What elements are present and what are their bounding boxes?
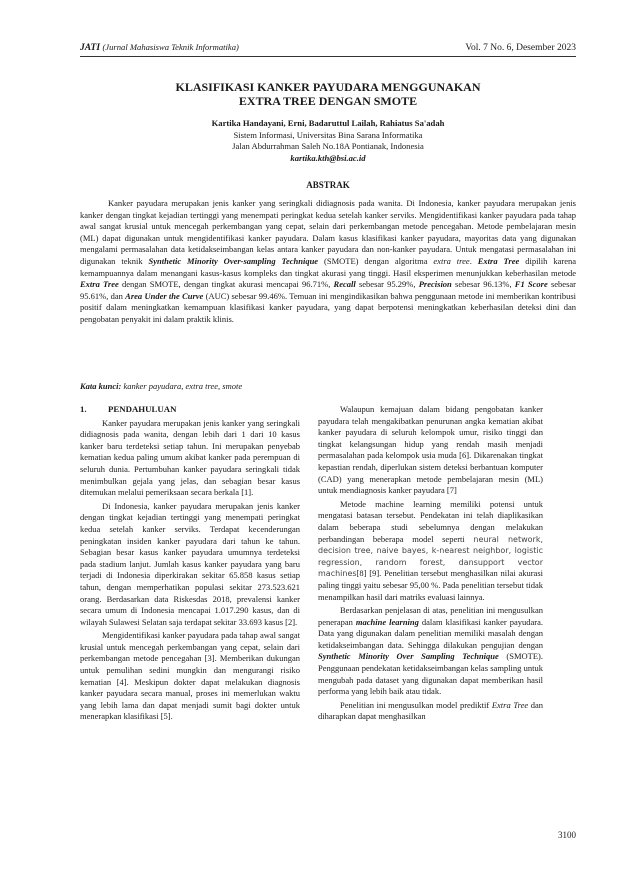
section-title: PENDAHULUAN [108,404,177,414]
header-divider [80,56,576,57]
journal-short-name: JATI [80,43,101,53]
abstract-term-f1: F1 Score [514,279,548,290]
keywords [80,381,576,391]
journal-volume: Vol. 7 No. 6, Desember 2023 [465,43,576,53]
paragraph [318,700,543,723]
paragraph-part: dan diharapkan dapat menghasilkan [318,699,544,722]
paragraph-part: Berdasarkan penjelasan di atas, penelitian ini mengusulkan penerapan [318,605,543,627]
paragraph-part: (SMOTE). Penggunaan pendekatan ketidakseimbangan kelas sampling untuk mengubah pada dataset yang digunakan dapat memberikan hasil performa yang lebih baik atau tidak. [318,651,543,697]
paragraph: Mengidentifikasi kanker payudara pada tahap awal sangat krusial untuk mencegah perkembangan yang cepat, selain dari perkembangan metode pencegahan [3]. Memberikan dukungan untuk pemulihan sedini mungkin dan mengurangi risiko kematian [4]. Meskipun dokter dapat melakukan diagnosis kanker payudara secara manual, proses ini memerlukan waktu yang lebih lama dan dapat menjadi sumit bagi dokter untuk menerapkan klasifikasi [5]. [80,630,300,722]
model-list: neural network, decision tree, naive bayes, k-nearest neighbor, logistic regression, random forest, dansupport vector machines [318,534,543,579]
term-smote: Synthetic Minority Over Sampling Technique [318,651,499,662]
abstract-term-extra-tree: Extra Tree [80,279,119,290]
abstract-term-extra-tree: Extra Tree [477,255,520,266]
paragraph [318,605,543,698]
abstract-term-recall: Recall [333,279,356,290]
paragraph-part: Penelitian ini mengusulkan model prediktif [340,699,492,710]
abstract-part: sebesar 95.61%, dan [80,279,576,301]
abstract-part: (SMOTE) dengan algoritma [318,255,434,266]
page-number: 3100 [558,830,576,840]
paragraph-part: [8] [9]. Penelitian tersebut menghasilkan nilai akurasi paling tinggi yaitu sebesar 95,00 %. Pada penelitian tersebut tidak menampilkan hasil dari matriks evaluasi lainnya. [318,568,543,602]
term-extra-tree: Extra Tree [491,699,529,710]
paragraph: Di Indonesia, kanker payudara merupakan jenis kanker dengan tingkat kejadian tertinggi yang menempati peringkat kedua setelah kanker serviks. Terdapat kecenderungan peningkatan insiden kanker payudara dari tahun ke tahun. Sebagian besar kasus kanker payudara umumnya terdeteksi pada stadium lanjut. Jumlah kasus kanker payudara yang baru terjadi di Indonesia diperkirakan sekitar 65.858 kasus setiap tahun, dengan memperhatikan populasi sekitar 273.523.621 orang. Berdasarkan data Riskesdas 2018, prevalensi kanker secara umum di Indonesia mencapai 1.017.290 kasus, dan di wilayah Sulawesi Selatan saja terdapat sekitar 33.693 kasus [2]. [80,500,300,627]
abstract-part: dengan SMOTE, dengan tingkat akurasi mencapai 96.71%, [118,279,334,290]
abstract-term-precision: Precision [418,279,452,290]
abstract-term-smote: Synthetic Minority Over-sampling Technique [148,255,319,266]
section-heading [80,404,300,416]
paragraph [318,499,543,603]
abstract-part: . [469,255,478,266]
section-number: 1. [80,404,87,414]
abstract-part: dipilih karena kemampuannya dalam menangani kasus-kasus kompleks dan tingkat akurasi yang tinggi. Hasil eksperimen menunjukkan keberhasilan metode [80,255,576,278]
paper-title-line-2: EXTRA TREE DENGAN SMOTE [238,94,418,108]
author-names: Kartika Handayani, Erni, Badaruttul Lailah, Rahiatus Sa'adah [211,118,445,128]
abstract-part: Kanker payudara merupakan jenis kanker yang seringkali didiagnosis pada wanita. Di Indonesia, kanker payudara merupakan jenis kanker dengan tingkat kejadian tertinggi yang menempati peringkat kedua setelah kanker serviks. Mengidentifikasi kanker payudara pada tahap awal sangat krusial untuk mencegah perkembangan yang cepat, selain dari perkembangan metode pencegahan. Metode pembelajaran mesin (ML) dapat digunakan untuk mengidentifikasi kanker payudara. Dalam kasus klasifikasi kanker payudara, mayoritas data yang digunakan mengalami permasalahan data ketidakseimbangan kelas antara kanker payudara dan non-kanker payudara. Untuk mengatasi permasalahan ini digunakan teknik [80,198,576,266]
term-machine-learning: machine learning [355,616,419,627]
author-address: Jalan Abdurrahman Saleh No.18A Pontianak, Indonesia [232,141,424,151]
abstract-part: sebesar 95.29%, [355,279,419,290]
journal-title [80,42,239,53]
left-column [80,404,300,725]
right-column [318,404,543,725]
paragraph-part: Metode machine learning memiliki potensi untuk mengatasi batasan tersebut. Pendekatan ini telah diaplikasikan dalam beberapa studi sebelumnya dengan melakukan perbandingan beberapa model seperti [318,498,543,544]
paragraph: Kanker payudara merupakan jenis kanker yang seringkali didiagnosis pada wanita, dengan lebih dari 1 dari 10 kasus kanker baru terdeteksi setiap tahun. Ini merupakan penyebab kematian kedua paling umum akibat kanker pada perempuan di seluruh dunia. Pertumbuhan kanker payudara seringkali tidak menimbulkan gejala yang jelas, dan sebagian besar kasus ditemukan melalui pemeriksaan secara berkala [1]. [80,417,300,498]
running-header [80,39,576,53]
paragraph-part: dalam klasifikasi kanker payudara. Data yang digunakan dalam penelitian memiliki masalah dengan ketidakseimbangan data. Sehingga dilakukan pengujian dengan [318,616,544,650]
author-email: kartika.kth@bsi.ac.id [290,152,366,163]
journal-full-name: (Jurnal Mahasiswa Teknik Informatika) [102,42,239,52]
author-affiliation: Sistem Informasi, Universitas Bina Sarana Informatika [233,129,423,140]
abstract-part: sebesar 96.13%, [451,279,515,290]
abstract-term-auc: Area Under the Curve [125,290,204,301]
paragraph: Walaupun kemajuan dalam bidang pengobatan kanker payudara telah mengakibatkan penurunan angka kematian akibat kanker payudara di seluruh kelompok umur, risiko tinggi dan tingkat kelangsungan hidup yang rendah masih menjadi permasalahan pada kelompok usia muda [6]. Dikarenakan tingkat kepastian rendah, diperlukan sistem deteksi berbantuan komputer (CAD) yang menerapkan metode pembelajaran mesin (ML) untuk mendiagnosis kanker payudara [7] [318,404,543,496]
paper-title-line-1: KLASIFIKASI KANKER PAYUDARA MENGGUNAKAN [175,80,481,94]
keywords-label: Kata kunci: [80,381,122,391]
abstract-part: (AUC) sebesar 99.46%. Temuan ini mengindikasikan bahwa penggunaan metode ini memberikan kontribusi positif dalam meningkatkan kemampuan klasifikasi kanker payudara, yang dapat berpotensi meningkatkan keberhasilan deteksi dini dan pengobatan penyakit ini dalam praktik klinis. [80,290,576,324]
abstract-term-extra-tree: extra tree [433,255,470,266]
author-block [80,118,576,164]
paper-title [80,80,576,108]
keywords-list: kanker payudara, extra tree, smote [121,381,243,391]
abstract-text [80,198,576,326]
abstract-heading: ABSTRAK [306,180,350,190]
